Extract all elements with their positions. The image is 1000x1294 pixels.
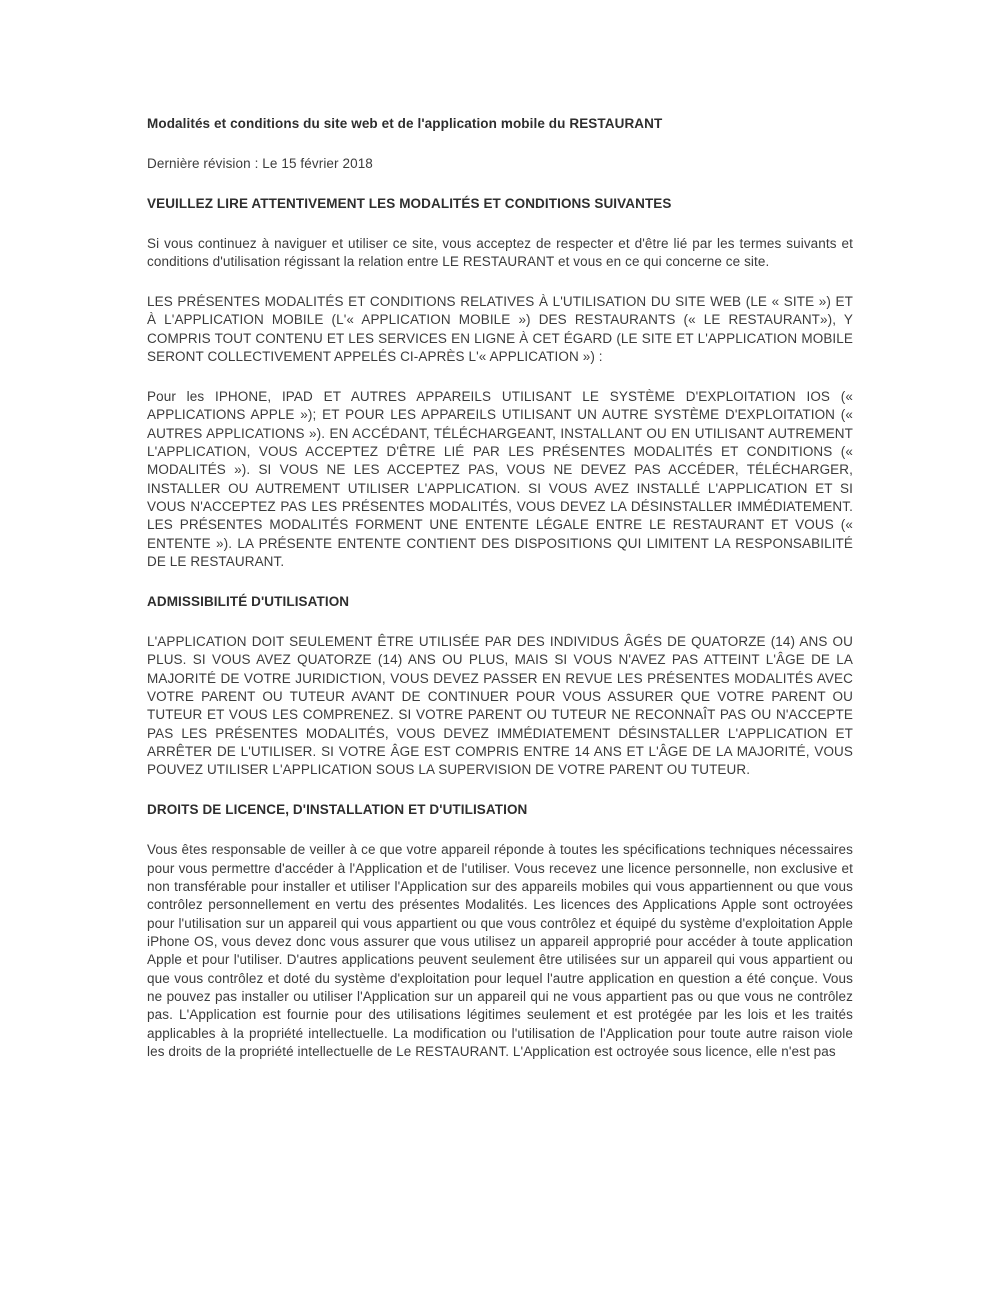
intro-paragraph: Si vous continuez à naviguer et utiliser ce site, vous acceptez de respecter et d'être lié par les termes suivants et conditions d'utilisation régissant la relation entre LE RESTAURANT et vous en ce qui concerne ce site. <box>147 235 853 270</box>
definitions-paragraph: LES PRÉSENTES MODALITÉS ET CONDITIONS RELATIVES À L'UTILISATION DU SITE WEB (LE « SITE ») ET À L'APPLICATION MOBILE (L'« APPLICATION MOBILE ») DES RESTAURANTS (« LE RESTAURANT»), Y COMPRIS TOUT CONTENU ET LES SERVICES EN LIGNE À CET ÉGARD (LE SITE ET L'APPLICATION MOBILE SERONT COLLECTIVEMENT APPELÉS CI-APRÈS L'« APPLICATION ») : <box>147 294 853 365</box>
section-heading-license: DROITS DE LICENCE, D'INSTALLATION ET D'UTILISATION <box>147 802 528 818</box>
notice-heading: VEUILLEZ LIRE ATTENTIVEMENT LES MODALITÉS ET CONDITIONS SUIVANTES <box>147 195 672 211</box>
acceptance-paragraph: Pour les IPHONE, IPAD ET AUTRES APPAREILS UTILISANT LE SYSTÈME D'EXPLOITATION IOS (« APPLICATIONS APPLE »); ET POUR LES APPAREILS UTILISANT UN AUTRE SYSTÈME D'EXPLOITATION (« AUTRES APPLICATIONS »). EN ACCÉDANT, TÉLÉCHARGEANT, INSTALLANT OU EN UTILISANT AUTREMENT L'APPLICATION, VOUS ACCEPTEZ D'ÊTRE LIÉ PAR LES PRÉSENTES MODALITÉS ET CONDITIONS (« MODALITÉS »). SI VOUS NE LES ACCEPTEZ PAS, VOUS NE DEVEZ PAS ACCÉDER, TÉLÉCHARGER, INSTALLER OU AUTREMENT UTILISER L'APPLICATION. SI VOUS AVEZ INSTALLÉ L'APPLICATION ET SI VOUS N'ACCEPTEZ PAS LES PRÉSENTES MODALITÉS, VOUS DEVEZ LA DÉSINSTALLER IMMÉDIATEMENT. LES PRÉSENTES MODALITÉS FORMENT UNE ENTENTE LÉGALE ENTRE LE RESTAURANT ET VOUS (« ENTENTE »). LA PRÉSENTE ENTENTE CONTIENT DES DISPOSITIONS QUI LIMITENT LA RESPONSABILITÉ DE LE RESTAURANT. <box>147 389 853 570</box>
admissibility-paragraph: L'APPLICATION DOIT SEULEMENT ÊTRE UTILISÉE PAR DES INDIVIDUS ÂGÉS DE QUATORZE (14) ANS OU PLUS. SI VOUS AVEZ QUATORZE (14) ANS OU PLUS, MAIS SI VOUS N'AVEZ PAS ATTEINT L'ÂGE DE LA MAJORITÉ DE VOTRE JURIDICTION, VOUS DEVEZ PASSER EN REVUE LES PRÉSENTES MODALITÉS AVEC VOTRE PARENT OU TUTEUR AVANT DE CONTINUER POUR VOUS ASSURER QUE VOTRE PARENT OU TUTEUR ET VOUS LES COMPRENEZ. SI VOTRE PARENT OU TUTEUR NE RECONNAÎT PAS OU N'ACCEPTE PAS LES PRÉSENTES MODALITÉS, VOUS DEVEZ IMMÉDIATEMENT DÉSINSTALLER L'APPLICATION ET ARRÊTER DE L'UTILISER. SI VOTRE ÂGE EST COMPRIS ENTRE 14 ANS ET L'ÂGE DE LA MAJORITÉ, VOUS POUVEZ UTILISER L'APPLICATION SOUS LA SUPERVISION DE VOTRE PARENT OU TUTEUR. <box>147 634 853 778</box>
section-heading-admissibility: ADMISSIBILITÉ D'UTILISATION <box>147 594 350 610</box>
revision-date: Dernière révision : Le 15 février 2018 <box>147 155 373 171</box>
license-paragraph: Vous êtes responsable de veiller à ce que votre appareil réponde à toutes les spécifications techniques nécessaires pour vous permettre d'accéder à l'Application et de l'utiliser. Vous recevez une licence personnelle, non exclusive et non transférable pour installer et utiliser l'Application sur des appareils mobiles qui vous appartiennent ou que vous contrôlez personnellement en vertu des présentes Modalités. Les licences des Applications Apple sont octroyées pour l'utilisation sur un appareil qui vous appartient ou que vous contrôlez et équipé du système d'exploitation Apple iPhone OS, vous devez donc vous assurer que vous utilisez un appareil approprié pour accéder à toute application Apple et pour l'utiliser. D'autres applications peuvent seulement être utilisées sur un appareil qui vous appartient ou que vous contrôlez et doté du système d'exploitation pour lequel l'autre application en question a été conçue. Vous ne pouvez pas installer ou utiliser l'Application sur un appareil qui ne vous appartient pas ou que vous ne contrôlez pas. L'Application est fournie pour des utilisations légitimes seulement et est protégée par les lois et les traités applicables à la propriété intellectuelle. La modification ou l'utilisation de l'Application pour toute autre raison viole les droits de la propriété intellectuelle de Le RESTAURANT. L'Application est octroyée sous licence, elle n'est pas <box>147 842 853 1060</box>
document-title: Modalités et conditions du site web et de l'application mobile du RESTAURANT <box>147 116 663 131</box>
